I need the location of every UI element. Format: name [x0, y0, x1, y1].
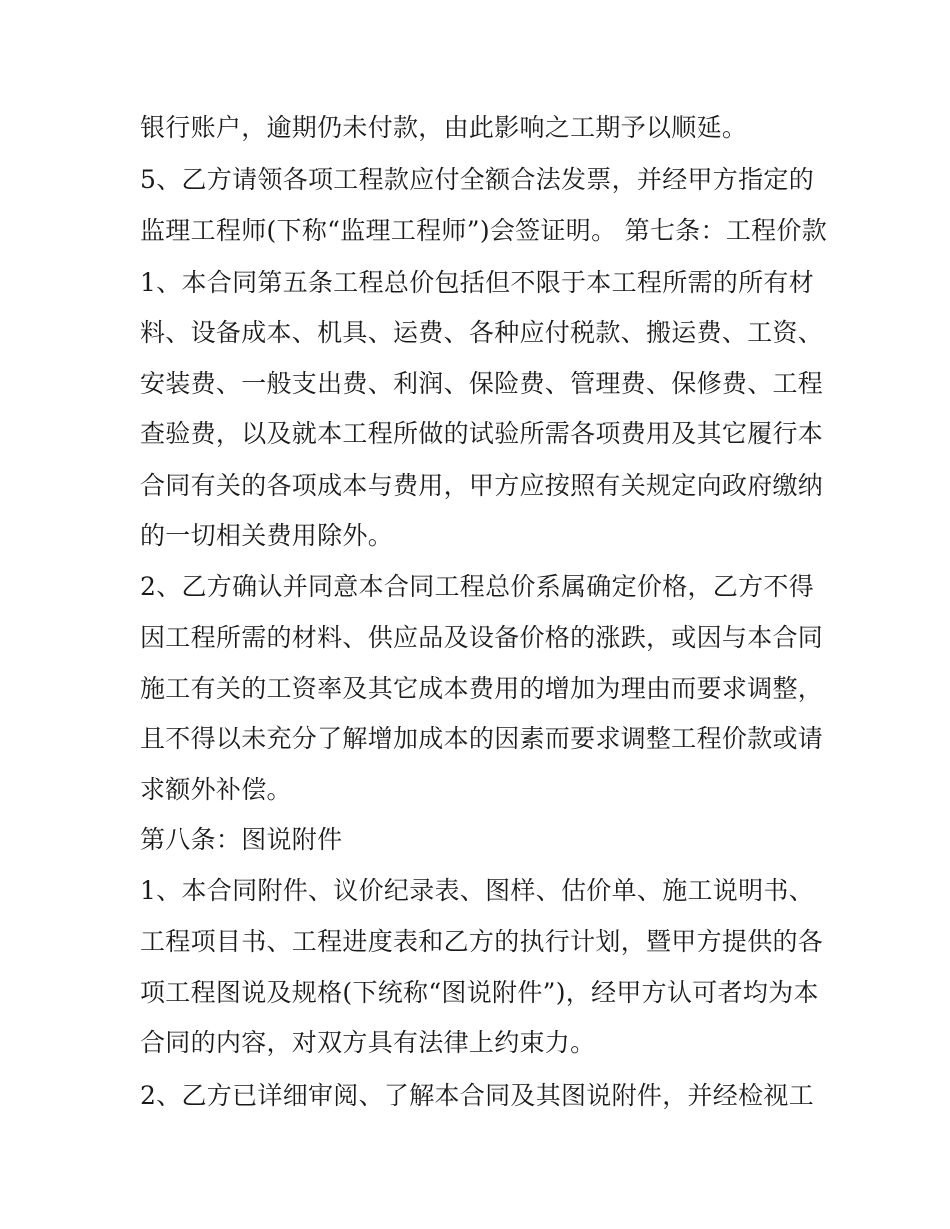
- text-line: 因工程所需的材料、供应品及设备价格的涨跌，或因与本合同: [140, 623, 824, 652]
- text-line: 2、乙方确认并同意本合同工程总价系属确定价格，乙方不得: [140, 572, 815, 601]
- text-line: 求额外补偿。: [140, 775, 292, 804]
- text-line: 项工程图说及规格(下统称“图说附件”)，经甲方认可者均为本: [140, 978, 819, 1007]
- text-line: 的一切相关费用除外。: [140, 521, 394, 550]
- text-line: 料、设备成本、机具、运费、各种应付税款、搬运费、工资、: [140, 318, 824, 347]
- text-line: 1、本合同第五条工程总价包括但不限于本工程所需的所有材: [140, 268, 815, 297]
- text-line: 合同有关的各项成本与费用，甲方应按照有关规定向政府缴纳: [140, 471, 824, 500]
- text-line: 5、乙方请领各项工程款应付全额合法发票，并经甲方指定的: [140, 165, 815, 194]
- text-line: 合同的内容，对双方具有法律上约束力。: [140, 1028, 596, 1057]
- text-line: 施工有关的工资率及其它成本费用的增加为理由而要求调整，: [140, 674, 824, 703]
- text-line: 且不得以未充分了解增加成本的因素而要求调整工程价款或请: [140, 724, 824, 753]
- text-line: 2、乙方已详细审阅、了解本合同及其图说附件，并经检视工: [140, 1081, 815, 1110]
- text-line: 1、本合同附件、议价纪录表、图样、估价单、施工说明书、: [140, 876, 815, 905]
- text-line: 银行账户，逾期仍未付款，由此影响之工期予以顺延。: [140, 113, 748, 142]
- section-heading: 第八条：图说附件: [140, 825, 343, 854]
- text-line: 监理工程师(下称“监理工程师”)会签证明。 第七条：工程价款: [140, 216, 828, 245]
- text-line: 查验费，以及就本工程所做的试验所需各项费用及其它履行本: [140, 419, 824, 448]
- text-line: 工程项目书、工程进度表和乙方的执行计划，暨甲方提供的各: [140, 927, 824, 956]
- text-line: 安装费、一般支出费、利润、保险费、管理费、保修费、工程: [140, 369, 824, 398]
